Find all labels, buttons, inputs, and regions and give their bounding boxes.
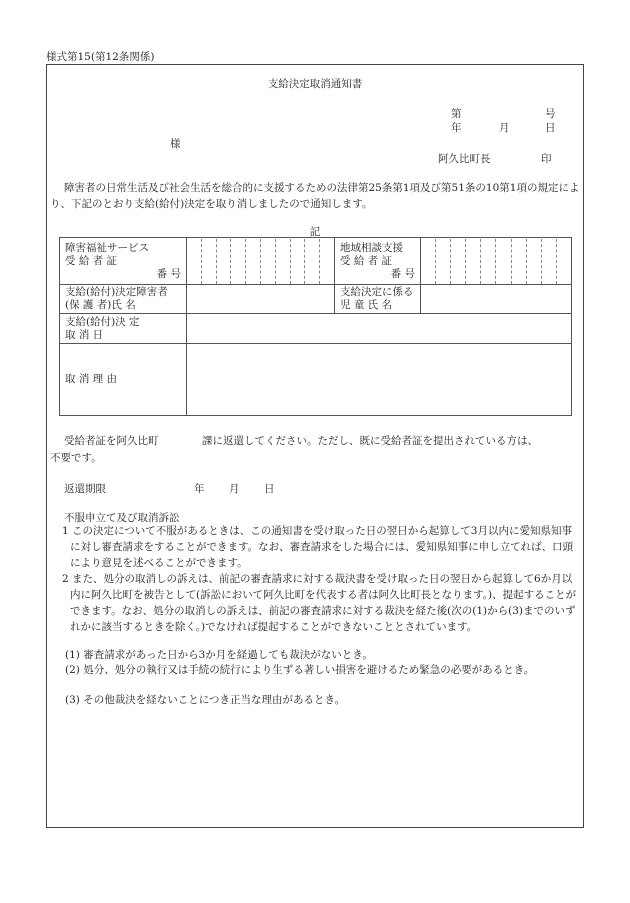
appeal-heading: 不服申立て及び取消訴訟 <box>64 512 180 524</box>
appeal-item: 2 また、処分の取消しの訴えは、前記の審査請求に対する裁決書を受け取った日の翌日から起算して6か月以内に阿久比町を被告として(訴訟において阿久比町を代表する者は阿久比町長となります。)、提起することができます。なお、処分の取消しの訴えは、前記の審査請求に対する裁決を経た後(次の(1)から(3)までのいずれかに該当するときを除く。)でなければ提起することができないこととされています。 <box>62 573 577 633</box>
date-day: 日 <box>545 122 556 134</box>
decision-person-name-field[interactable] <box>187 285 335 314</box>
return-text-3: 不要です。 <box>50 452 102 464</box>
number-prefix: 第 <box>451 108 462 120</box>
ki-mark: 記 <box>309 226 321 238</box>
consult-cert-label-line2: 受 給 者 証 <box>340 254 393 267</box>
welfare-cert-label <box>60 238 187 285</box>
deadline-month: 月 <box>229 483 240 495</box>
date-year: 年 <box>451 122 462 134</box>
consult-cert-label-line3: 番 号 <box>390 267 415 280</box>
exception-item: (3) その他裁決を経ないことにつき正当な理由があるとき。 <box>65 694 346 706</box>
reason-label-text: 取 消 理 由 <box>65 373 118 385</box>
seal-mark: 印 <box>541 153 552 165</box>
deadline-year: 年 <box>194 483 205 495</box>
info-table <box>59 237 572 416</box>
decision-person-label-line1: 支給(給付)決定障害者 <box>65 286 168 298</box>
reason-field[interactable] <box>187 344 572 416</box>
child-name-label-line2: 児 童 氏 名 <box>340 299 393 311</box>
child-name-label-line1: 支給決定に係る <box>340 286 414 298</box>
welfare-cert-label-line1: 障害福祉サービス <box>65 241 149 254</box>
addressee-suffix: 様 <box>170 138 181 150</box>
deadline-label: 返還期限 <box>64 483 106 495</box>
exception-item: (2) 処分、処分の執行又は手続の続行により生ずる著しい損害を避けるため緊急の必要があるとき。 <box>65 664 535 676</box>
return-text-1: 受給者証を阿久比町 <box>64 435 159 447</box>
issuer-name: 阿久比町長 <box>438 153 491 165</box>
consult-cert-label-line1: 地域相談支援 <box>340 241 403 254</box>
decision-person-label <box>60 285 187 314</box>
welfare-cert-label-line2: 受 給 者 証 <box>65 254 118 267</box>
return-text-2: 課に返還してください。ただし、既に受給者証を提出されている方は、 <box>202 435 538 447</box>
child-name-label <box>335 285 421 314</box>
intro-text: 障害者の日常生活及び社会生活を総合的に支援するための法律第25条第1項及び第51条の10第1項の規定により、下記のとおり支給(給付)決定を取り消しましたので通知します。 <box>50 182 580 210</box>
cancel-date-label-line2: 取 消 日 <box>65 328 104 341</box>
decision-person-label-line2: (保 護 者)氏 名 <box>65 299 136 311</box>
reason-label <box>60 344 187 416</box>
document-title: 支給決定取消通知書 <box>267 78 363 90</box>
child-name-field[interactable] <box>421 285 572 314</box>
consult-cert-number-field[interactable] <box>421 238 572 285</box>
consult-cert-label <box>335 238 421 285</box>
welfare-cert-number-field[interactable] <box>187 238 335 285</box>
number-suffix: 号 <box>545 108 556 120</box>
appeal-item: 1 この決定について不服があるときは、この通知書を受け取った日の翌日から起算して3月以内に愛知県知事に対し審査請求をすることができます。なお、審査請求をした場合には、愛知県知事に申し立てれば、口頭により意見を述べることができます。 <box>62 525 574 569</box>
cancel-date-label <box>60 314 187 344</box>
cancel-date-label-line1: 支給(給付)決 定 <box>65 315 140 328</box>
form-label: 様式第15(第12条関係) <box>46 51 155 63</box>
welfare-cert-label-line3: 番 号 <box>156 267 181 280</box>
date-month: 月 <box>499 122 510 134</box>
cancel-date-field[interactable] <box>187 314 572 344</box>
exception-item: (1) 審査請求があった日から3か月を経過しても裁決がないとき。 <box>65 649 373 661</box>
deadline-day: 日 <box>264 483 275 495</box>
